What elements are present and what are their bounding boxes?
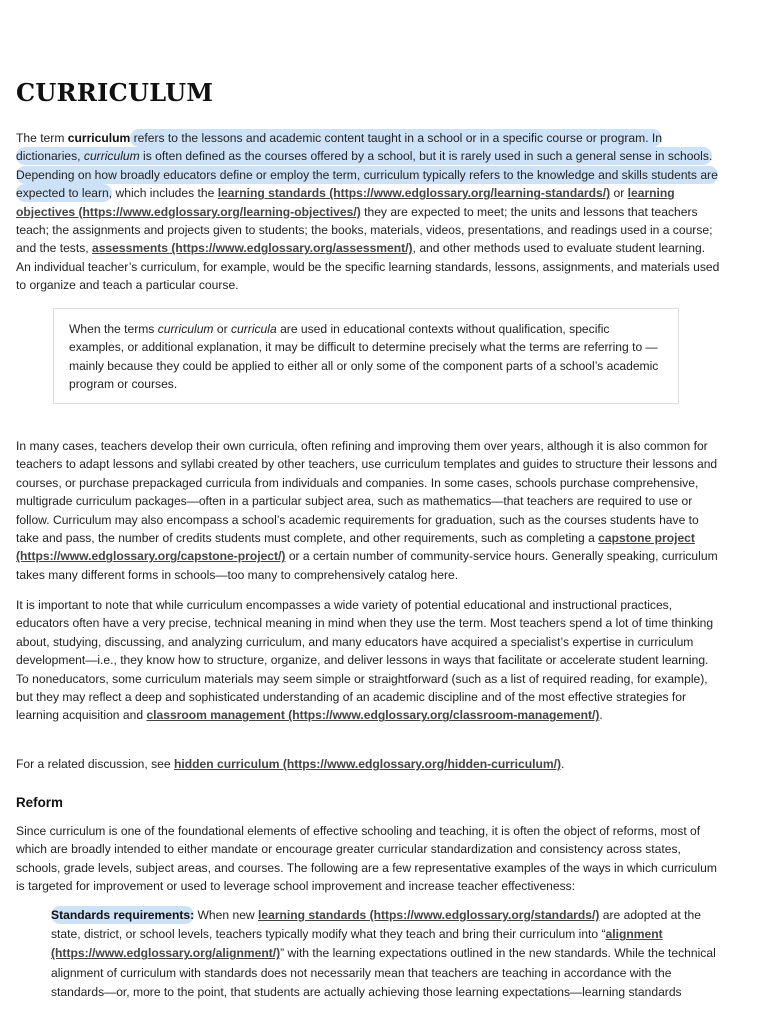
assessments-link[interactable]: assessments (https://www.edglossary.org/assessment/)	[91, 241, 413, 256]
capstone-project-link[interactable]: capstone project (https://www.edglossary.org/capstone-project/)	[16, 531, 695, 564]
intro-paragraph: The term curriculum refers to the lessons and academic content taught in a school or in a specific course or program. In dictionaries, curriculum is often defined as the courses offered by a school, but it is rarely used in such a general sense in schools. Depending on how broadly educators define or employ the term, curriculum typically refers to the knowledge and skills students are expected to learn, which includes the learning standards (https://www.edglossary.org/learning-standards/) or learning objectives (https://www.edglossary.org/learning-objectives/) they are expected to meet; the units and lessons that teachers teach; the assignments and projects given to students; the books, materials, videos, presentations, and readings used in a course; and the tests, assessments (https://www.edglossary.org/assessment/), and other methods used to evaluate student learning. An individual teacher’s curriculum, for example, would be the specific learning standards, lessons, assignments, and materials used to organize and teach a particular course.	[16, 131, 720, 293]
alignment-link[interactable]: alignment (https://www.edglossary.org/alignment/)	[51, 927, 663, 961]
learning-objectives-link[interactable]: learning objectives (https://www.edglossary.org/learning-objectives/)	[16, 186, 675, 219]
standards-requirements-item: Standards requirements: When new learning standards (https://www.edglossary.org/standards/) are adopted at the state, district, or school levels, teachers typically modify what they teach and bring their curriculum into “alignment (https://www.edglossary.org/alignment/)” with the learning expectations outlined in the new standards. While the technical alignment of curriculum with standards does not necessarily mean that teachers are teaching in accordance with the standards—or, more to the point, that students are actually achieving those learning expectations—learning standards	[51, 908, 716, 999]
teachers-curricula-paragraph: In many cases, teachers develop their own curricula, often refining and improving them over years, although it is also common for teachers to adapt lessons and syllabi created by other teachers, use curriculum templates and guides to structure their lessons and courses, or purchase prepackaged curricula from individuals and companies. In some cases, schools purchase comprehensive, multigrade curriculum packages—often in a particular subject area, such as mathematics—that teachers are required to use or follow. Curriculum may also encompass a school’s academic requirements for graduation, such as the courses students have to take and pass, the number of credits students must complete, and other requirements, such as completing a capstone project (https://www.edglossary.org/capstone-project/) or a certain number of community-service hours. Generally speaking, curriculum takes many different forms in schools—too many to comprehensively catalog here.	[16, 439, 718, 582]
technical-meaning-paragraph: It is important to note that while curriculum encompasses a wide variety of potential educational and instructional practices, educators often have a very precise, technical meaning in mind when they use the term. Most teachers spend a lot of time thinking about, studying, discussing, and analyzing curriculum, and many educators have acquired a specialist’s expertise in curriculum development—i.e., they know how to structure, organize, and deliver lessons in ways that facilitate or accelerate student learning. To noneducators, some curriculum materials may seem simple or straightforward (such as a list of required reading, for example), but they may reflect a deep and sophisticated understanding of an academic discipline and of the most effective strategies for learning acquisition and classroom management (https://www.edglossary.org/classroom-management/).	[16, 598, 714, 723]
curriculum-term: curriculum	[67, 131, 131, 145]
related-discussion-paragraph: For a related discussion, see hidden curriculum (https://www.edglossary.org/hidden-curriculum/).	[16, 757, 565, 771]
reform-heading: Reform	[16, 795, 63, 810]
learning-standards-link[interactable]: learning standards (https://www.edglossary.org/learning-standards/)	[217, 186, 611, 201]
reform-paragraph: Since curriculum is one of the foundational elements of effective schooling and teaching, it is often the object of reforms, most of which are broadly intended to either mandate or encourage greater curricular standardization and consistency across states, schools, grade levels, subject areas, and courses. The following are a few representative examples of the ways in which curriculum is targeted for improvement or used to leverage school improvement and increase teacher effectiveness:	[16, 824, 717, 894]
classroom-management-link[interactable]: classroom management (https://www.edglossary.org/classroom-management/)	[146, 708, 600, 723]
page-title: CURRICULUM	[16, 78, 214, 107]
standards-requirements-label: Standards requirements:	[51, 908, 195, 922]
hidden-curriculum-link[interactable]: hidden curriculum (https://www.edglossary.org/hidden-curriculum/)	[173, 757, 561, 771]
highlighted-definition-text: refers to the lessons and academic content taught in a school or in a specific course or program. In dictionaries, curriculum is often defined as the courses offered by a school, but it is rarely used in such a general sense in schools. Depending on how broadly educators define or employ the term, curriculum typically refers to the knowledge and skills students are expected to learn,	[16, 131, 718, 201]
callout-box: When the terms curriculum or curricula are used in educational contexts without qualification, specific examples, or additional explanation, it may be difficult to determine precisely what the terms are referring to —mainly because they could be applied to either all or only some of the component parts of a school’s academic program or courses.	[53, 308, 679, 404]
standards-link[interactable]: learning standards (https://www.edglossary.org/standards/)	[258, 908, 600, 922]
